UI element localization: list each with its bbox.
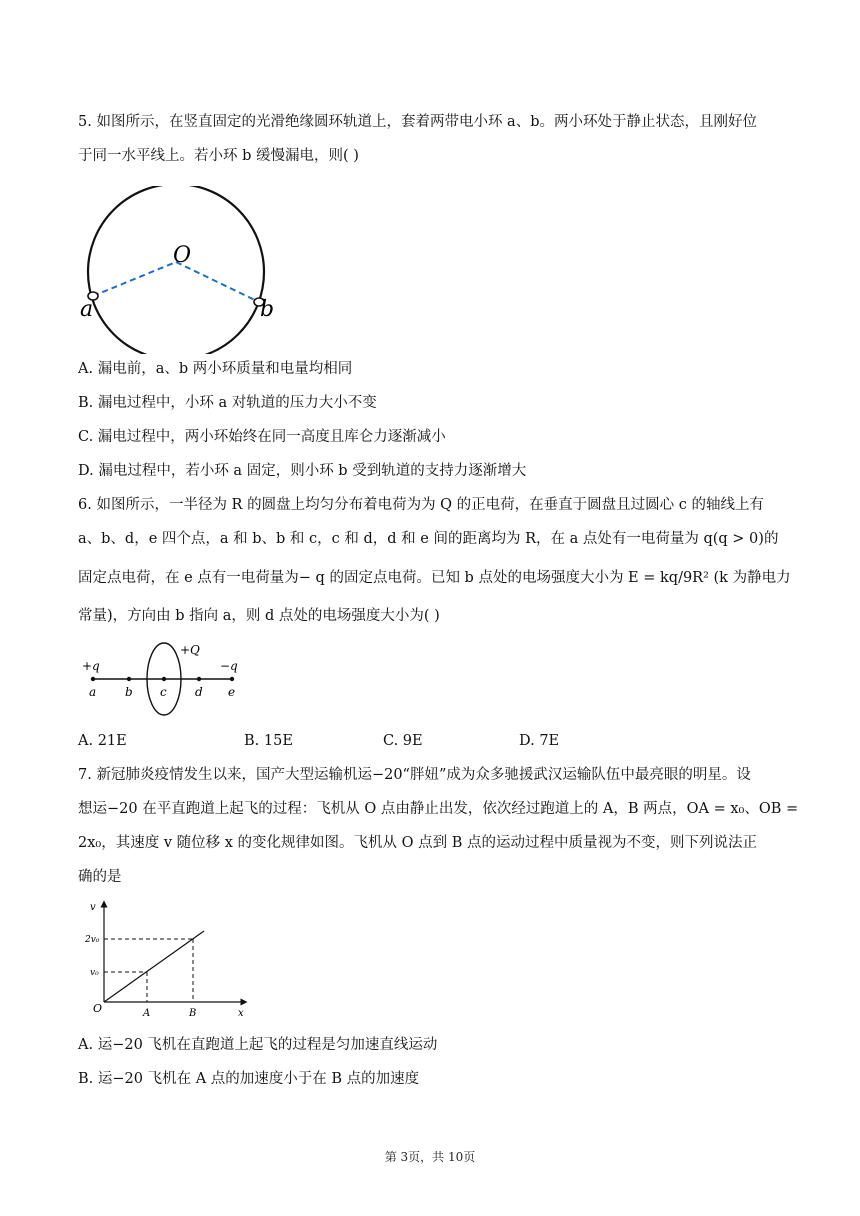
q6-option-d: D. 7E (519, 733, 560, 749)
q6-option-c: C. 9E (383, 733, 423, 749)
q7-vx-line (104, 931, 204, 1002)
q6-stem-line2: a、b、d，e 四个点，a 和 b、b 和 c，c 和 d，d 和 e 间的距离均为 R，在 a 点处有一电荷量为 q(q > 0)的 (78, 531, 779, 547)
q7-vx-graph (82, 898, 252, 1028)
q7-stem-line1: 7. 新冠肺炎疫情发生以来，国产大型运输机运−20“胖妞”成为众多驰援武汉运输队伍中最亮眼的明星。设 (78, 767, 751, 783)
q7-stem-line3: 2x₀，其速度 v 随位移 x 的变化规律如图。飞机从 O 点到 B 点的运动过程中质量视为不变，则下列说法正 (78, 835, 757, 851)
q6-stem-line3: 固定点电荷，在 e 点有一电荷量为− q 的固定点电荷。已知 b 点处的电场强度大小为 E = kq/9R² (k 为静电力 (78, 570, 791, 586)
q7-label-o: O (93, 1002, 103, 1015)
q5-label-o: O (173, 243, 192, 268)
q7-option-b: B. 运−20 飞机在 A 点的加速度小于在 B 点的加速度 (78, 1071, 420, 1087)
q6-option-b: B. 15E (244, 733, 293, 749)
q6-label-b: b (125, 685, 133, 699)
q6-label-plus-big-q: +Q (180, 643, 200, 657)
q6-option-a: A. 21E (78, 733, 127, 749)
q7-option-a: A. 运−20 飞机在直跑道上起飞的过程是匀加速直线运动 (78, 1037, 438, 1053)
q7-label-v0: v₀ (90, 968, 99, 978)
q5-option-a: A. 漏电前，a、b 两小环质量和电量均相同 (78, 361, 353, 377)
q7-label-2v0: 2v₀ (85, 935, 100, 945)
q5-option-d: D. 漏电过程中，若小环 a 固定，则小环 b 受到轨道的支持力逐渐增大 (78, 463, 527, 479)
q6-label-minus-q: −q (220, 659, 238, 673)
q6-disk-figure (76, 640, 246, 722)
page-footer: 第 3页，共 10页 (384, 1150, 476, 1164)
q5-option-b: B. 漏电过程中，小环 a 对轨道的压力大小不变 (78, 395, 377, 411)
q6-label-c: c (160, 685, 167, 699)
q5-option-c: C. 漏电过程中，两小环始终在同一高度且库仑力逐渐减小 (78, 429, 446, 445)
q6-stem-line1: 6. 如图所示，一半径为 R 的圆盘上均匀分布着电荷为为 Q 的正电荷，在垂直于圆盘且过圆心 c 的轴线上有 (78, 497, 765, 513)
q5-stem-line1: 5. 如图所示，在竖直固定的光滑绝缘圆环轨道上，套着两带电小环 a、b。两小环处于静止状态，且刚好位 (78, 114, 757, 130)
q7-stem-line2: 想运−20 在平直跑道上起飞的过程：飞机从 O 点由静止出发，依次经过跑道上的 A，B 两点，OA = x₀、OB = (78, 801, 799, 817)
q5-label-b: b (260, 297, 275, 322)
q6-label-d: d (195, 685, 203, 699)
q7-label-b: B (189, 1008, 197, 1019)
q7-label-a: A (143, 1008, 151, 1019)
q5-ring-figure (76, 186, 276, 354)
q6-label-a: a (89, 685, 97, 699)
q7-stem-line4: 确的是 (78, 869, 122, 885)
q7-label-x: x (238, 1008, 244, 1019)
q6-label-plus-q: +q (82, 659, 100, 673)
q6-stem-line4: 常量)，方向由 b 指向 a，则 d 点处的电场强度大小为( ) (78, 608, 440, 624)
q5-label-a: a (80, 297, 94, 322)
q5-stem-line2: 于同一水平线上。若小环 b 缓慢漏电，则( ) (78, 148, 359, 164)
q6-label-e: e (228, 685, 236, 699)
q7-label-v: v (90, 902, 96, 913)
